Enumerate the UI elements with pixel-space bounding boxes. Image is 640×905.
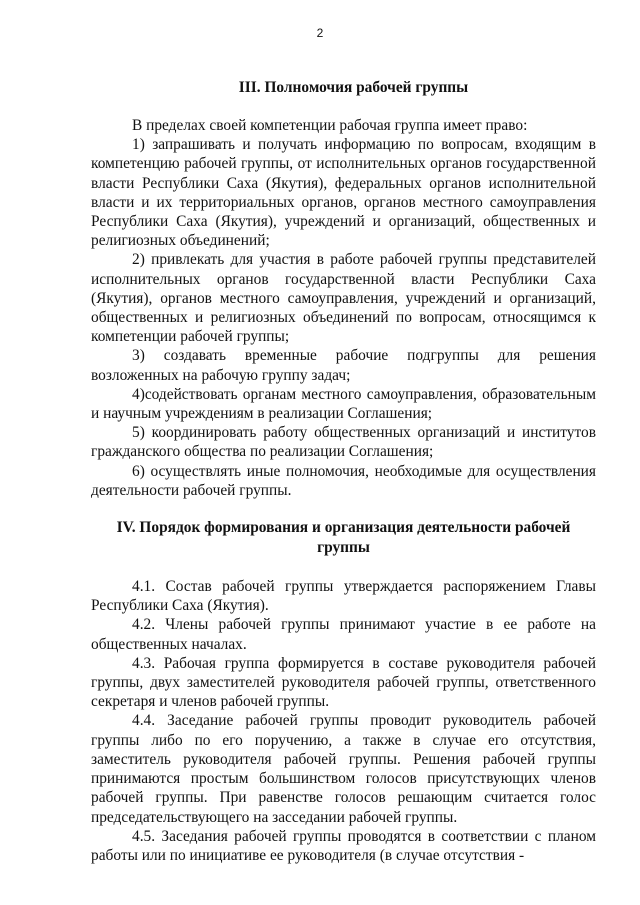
- section-3-item-1: 1) запрашивать и получать информацию по вопросам, входящим в компетенцию рабочей группы, от исполнительных органов государственной власти Республики Саха (Якутия), федеральных органов исполнительной власти и их территориальных органов, органов местного самоуправления Республики Саха (Якутия), учреждений и организаций, общественных и религиозных объединений;: [91, 136, 596, 250]
- section-3-item-2: 2) привлекать для участия в работе рабочей группы представителей исполнительных органов государственной власти Республики Саха (Якутия), органов местного самоуправления, учреждений и организаций, общественных и религиозных объединений по вопросам, относящимся к компетенции рабочей группы;: [91, 251, 596, 346]
- section-4-clause-4-2: 4.2. Члены рабочей группы принимают участие в ее работе на общественных началах.: [91, 616, 596, 653]
- section-3-intro: В пределах своей компетенции рабочая группа имеет право:: [132, 117, 528, 134]
- section-4-heading: IV. Порядок формирования и организация деятельности рабочей группы: [116, 519, 571, 557]
- section-4-clause-4-1: 4.1. Состав рабочей группы утверждается распоряжением Главы Республики Саха (Якутия).: [91, 578, 596, 615]
- section-3-heading: III. Полномочия рабочей группы: [238, 79, 469, 96]
- document-body: [91, 78, 596, 865]
- section-3-item-4: 4)содействовать органам местного самоуправления, образовательным и научным учреждениям в реализации Соглашения;: [91, 385, 596, 423]
- section-4-clause-4-4: 4.4. Заседание рабочей группы проводит руководитель рабочей группы либо по его поручению, а также в случае его отсутствия, заместитель руководителя рабочей группы. Решения рабочей группы принимаются простым большинством голосов присутствующих членов рабочей группы. При равенстве голосов решающим считается голос председательствующего на засседании рабочей группы.: [91, 712, 596, 826]
- section-4-clause-4-5: 4.5. Заседания рабочей группы проводятся в соответствии с планом работы или по инициативе ее руководителя (в случае отсутствия -: [91, 827, 596, 864]
- section-4-clause-4-3: 4.3. Рабочая группа формируется в составе руководителя рабочей группы, двух заместителей руководителя рабочей группы, ответственного секретаря и членов рабочей группы.: [91, 654, 596, 711]
- section-3-item-5: 5) координировать работу общественных организаций и институтов гражданского общества по реализации Соглашения;: [91, 424, 596, 461]
- section-3-item-6: 6) осуществлять иные полномочия, необходимые для осуществления деятельности рабочей группы.: [91, 462, 596, 499]
- section-3-item-3: 3) создавать временные рабочие подгруппы для решения возложенных на рабочую группу задач;: [91, 347, 596, 384]
- page-number: 2: [316, 26, 324, 40]
